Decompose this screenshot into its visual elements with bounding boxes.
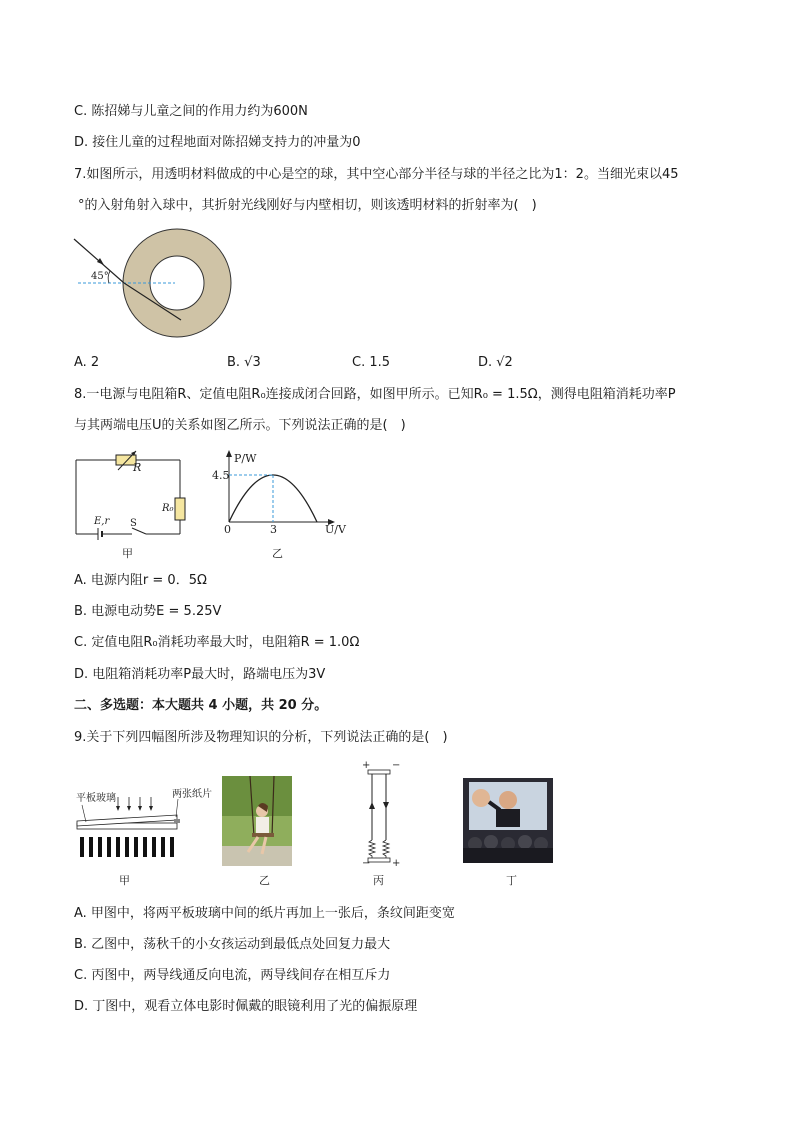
q9-option-a: A. 甲图中，将两平板玻璃中间的纸片再加上一张后，条纹间距变宽 xyxy=(74,906,455,921)
circuit-label-er: E,r xyxy=(94,516,110,527)
graph-xlabel: U/V xyxy=(325,523,346,536)
q9-stem: 9.关于下列四幅图所涉及物理知识的分析，下列说法正确的是( ) xyxy=(74,730,448,745)
q9-option-c: C. 丙图中，两导线通反向电流，两导线间存在相互斥力 xyxy=(74,968,391,983)
q8-circuit-diagram xyxy=(70,448,190,548)
resistor-box-r0 xyxy=(175,498,185,520)
q9-option-d: D. 丁图中，观看立体电影时佩戴的眼镜利用了光的偏振原理 xyxy=(74,999,418,1014)
q9-fig-3d-movie-photo xyxy=(463,778,553,863)
q7-stem-line1: 7.如图所示，用透明材料做成的中心是空的球，其中空心部分半径与球的半径之比为1：2。当细光束以45 xyxy=(74,167,679,182)
fig1-caption: 甲 xyxy=(119,874,130,887)
fig4-caption: 丁 xyxy=(506,874,517,887)
interference-fringes xyxy=(80,837,174,857)
graph-ylabel: P/W xyxy=(234,452,257,465)
q7-hollow-sphere-figure xyxy=(70,225,240,345)
fig3-caption: 丙 xyxy=(373,874,384,887)
q9-fig-swing-photo xyxy=(222,776,292,866)
circuit-label-r0: R₀ xyxy=(162,503,174,514)
fig3-minus-bottom: − xyxy=(362,858,371,869)
q7-option-b: B. √3 xyxy=(227,355,261,370)
q9-option-b: B. 乙图中，荡秋千的小女孩运动到最低点处回复力最大 xyxy=(74,937,391,952)
section-heading-multiple-choice: 二、多选题：本大题共 4 小题，共 20 分。 xyxy=(74,698,328,713)
fig1-label-glass: 平板玻璃 xyxy=(76,793,116,804)
fig1-label-paper: 两张纸片 xyxy=(172,789,212,800)
spring-right xyxy=(383,840,389,858)
q8-option-a: A. 电源内阻r = 0．5Ω xyxy=(74,573,207,588)
q8-stem-line1: 8.一电源与电阻箱R、定值电阻R₀连接成闭合回路，如图甲所示。已知R₀ = 1.5Ω，测得电阻箱消耗功率P xyxy=(74,387,676,402)
incident-ray-arrow xyxy=(97,258,104,265)
q9-fig-parallel-wires xyxy=(360,762,405,870)
q9-fig-thin-film xyxy=(74,795,189,861)
graph-caption: 乙 xyxy=(272,547,283,560)
circuit-label-r: R xyxy=(133,461,142,474)
q7-option-d: D. √2 xyxy=(478,355,513,370)
fig3-plus-top: + xyxy=(362,760,371,771)
spring-left xyxy=(369,840,375,858)
circuit-caption: 甲 xyxy=(122,547,133,560)
fig3-minus-top: − xyxy=(392,760,401,771)
circuit-label-s: S xyxy=(130,518,137,529)
q6-option-d: D. 接住儿童的过程地面对陈招娣支持力的冲量为0 xyxy=(74,135,361,150)
q6-option-c: C. 陈招娣与儿童之间的作用力约为600N xyxy=(74,104,308,119)
graph-origin: 0 xyxy=(224,523,231,536)
q7-stem-line2: °的入射角射入球中，其折射光线刚好与内壁相切，则该透明材料的折射率为( ) xyxy=(78,198,537,213)
fig2-caption: 乙 xyxy=(259,874,270,887)
q8-option-c: C. 定值电阻R₀消耗功率最大时，电阻箱R = 1.0Ω xyxy=(74,635,360,650)
q8-option-b: B. 电源电动势E = 5.25V xyxy=(74,604,222,619)
q7-option-a: A. 2 xyxy=(74,355,100,370)
q7-option-c: C. 1.5 xyxy=(352,355,391,370)
q8-option-d: D. 电阻箱消耗功率P最大时，路端电压为3V xyxy=(74,667,326,682)
q8-stem-line2: 与其两端电压U的关系如图乙所示。下列说法正确的是( ) xyxy=(74,418,406,433)
fig3-plus-bottom: + xyxy=(392,858,401,869)
graph-xtick: 3 xyxy=(270,523,277,536)
graph-ytick: 4.5 xyxy=(212,469,230,482)
paper-wedge xyxy=(174,819,180,823)
q7-angle-label: 45° xyxy=(91,271,109,282)
